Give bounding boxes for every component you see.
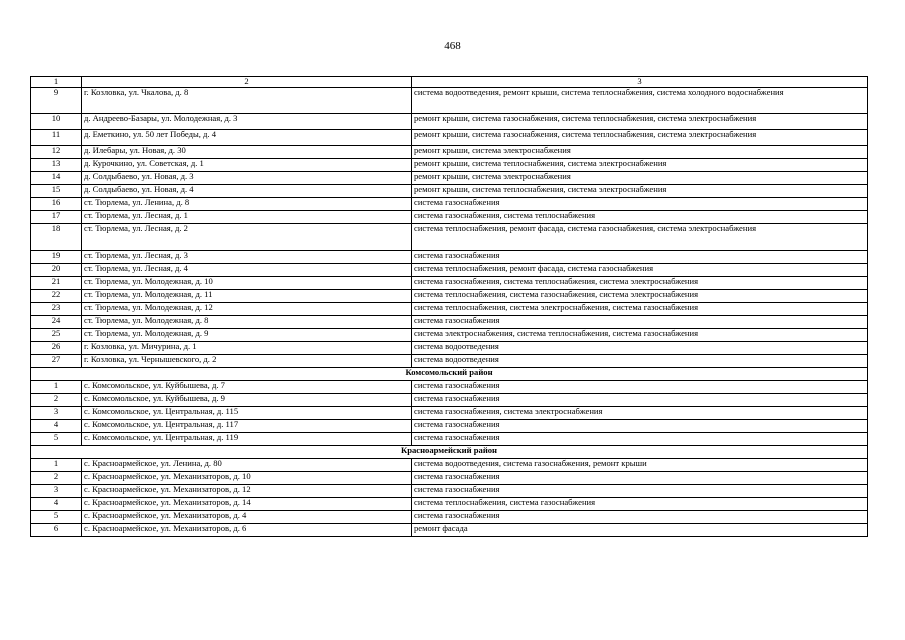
table-row (31, 114, 868, 130)
row-address: с. Комсомольское, ул. Центральная, д. 117 (82, 420, 412, 433)
row-number: 4 (31, 420, 82, 433)
table-row (31, 224, 868, 251)
row-works: система газоснабжения (412, 394, 868, 407)
row-works: ремонт крыши, система электроснабжения (412, 172, 868, 185)
row-number: 3 (31, 407, 82, 420)
row-works: система газоснабжения, система теплоснабжения (412, 211, 868, 224)
table-row (31, 342, 868, 355)
table-row (31, 277, 868, 290)
table-row (31, 433, 868, 446)
table-row (31, 130, 868, 146)
row-works: система газоснабжения (412, 420, 868, 433)
row-address: д. Солдыбаево, ул. Новая, д. 3 (82, 172, 412, 185)
row-number: 22 (31, 290, 82, 303)
table-row (31, 524, 868, 537)
row-works: система газоснабжения (412, 433, 868, 446)
table-row (31, 407, 868, 420)
row-number: 2 (31, 394, 82, 407)
row-address: ст. Тюрлема, ул. Лесная, д. 4 (82, 264, 412, 277)
table-row (31, 185, 868, 198)
table-row (31, 498, 868, 511)
table-row (31, 264, 868, 277)
row-number: 2 (31, 472, 82, 485)
row-works: система теплоснабжения, система газоснабжения (412, 498, 868, 511)
row-number: 5 (31, 433, 82, 446)
row-number: 24 (31, 316, 82, 329)
row-number: 3 (31, 485, 82, 498)
row-works: система водоотведения, ремонт крыши, система теплоснабжения, система холодного водоснабжения (412, 88, 868, 114)
row-works: система газоснабжения (412, 472, 868, 485)
row-works: система водоотведения (412, 355, 868, 368)
row-number: 14 (31, 172, 82, 185)
section-heading-row (31, 368, 868, 381)
row-number: 9 (31, 88, 82, 114)
section-title: Комсомольский район (31, 368, 868, 381)
row-works: ремонт крыши, система газоснабжения, система теплоснабжения, система электроснабжения (412, 130, 868, 146)
table-row (31, 394, 868, 407)
row-address: ст. Тюрлема, ул. Молодежная, д. 12 (82, 303, 412, 316)
table-row (31, 316, 868, 329)
table-row (31, 290, 868, 303)
row-works: система газоснабжения, система электроснабжения (412, 407, 868, 420)
row-works: система теплоснабжения, ремонт фасада, система газоснабжения (412, 264, 868, 277)
row-address: с. Красноармейское, ул. Механизаторов, д. 14 (82, 498, 412, 511)
section-title: Красноармейский район (31, 446, 868, 459)
row-address: д. Андреево-Базары, ул. Молодежная, д. 3 (82, 114, 412, 130)
row-address: г. Козловка, ул. Мичурина, д. 1 (82, 342, 412, 355)
table-row (31, 146, 868, 159)
table-row (31, 472, 868, 485)
works-table (30, 76, 868, 537)
table-row (31, 329, 868, 342)
row-address: с. Красноармейское, ул. Механизаторов, д. 12 (82, 485, 412, 498)
row-address: ст. Тюрлема, ул. Молодежная, д. 8 (82, 316, 412, 329)
row-number: 26 (31, 342, 82, 355)
row-works: система водоотведения, система газоснабжения, ремонт крыши (412, 459, 868, 472)
row-address: с. Комсомольское, ул. Центральная, д. 115 (82, 407, 412, 420)
row-address: г. Козловка, ул. Чернышевского, д. 2 (82, 355, 412, 368)
row-address: ст. Тюрлема, ул. Молодежная, д. 11 (82, 290, 412, 303)
table-row (31, 303, 868, 316)
table-row (31, 251, 868, 264)
row-number: 16 (31, 198, 82, 211)
table-row (31, 485, 868, 498)
row-number: 25 (31, 329, 82, 342)
row-works: система газоснабжения (412, 511, 868, 524)
row-number: 6 (31, 524, 82, 537)
row-address: с. Красноармейское, ул. Механизаторов, д. 6 (82, 524, 412, 537)
row-works: ремонт крыши, система электроснабжения (412, 146, 868, 159)
row-address: ст. Тюрлема, ул. Молодежная, д. 10 (82, 277, 412, 290)
header-row (31, 77, 868, 88)
table-row (31, 511, 868, 524)
row-address: ст. Тюрлема, ул. Лесная, д. 2 (82, 224, 412, 251)
works-table-body (31, 77, 868, 537)
table-row (31, 355, 868, 368)
row-works: система газоснабжения (412, 381, 868, 394)
row-works: система теплоснабжения, система электроснабжения, система газоснабжения (412, 303, 868, 316)
row-number: 27 (31, 355, 82, 368)
row-number: 5 (31, 511, 82, 524)
row-number: 10 (31, 114, 82, 130)
row-works: система газоснабжения (412, 251, 868, 264)
header-col-1: 1 (31, 77, 82, 88)
row-number: 11 (31, 130, 82, 146)
row-address: с. Красноармейское, ул. Механизаторов, д. 10 (82, 472, 412, 485)
header-col-2: 2 (82, 77, 412, 88)
row-number: 12 (31, 146, 82, 159)
row-works: система водоотведения (412, 342, 868, 355)
row-works: ремонт крыши, система теплоснабжения, система электроснабжения (412, 159, 868, 172)
page-number: 468 (444, 40, 461, 52)
row-number: 4 (31, 498, 82, 511)
row-number: 23 (31, 303, 82, 316)
table-row (31, 159, 868, 172)
row-address: д. Солдыбаево, ул. Новая, д. 4 (82, 185, 412, 198)
row-number: 15 (31, 185, 82, 198)
table-row (31, 211, 868, 224)
row-address: ст. Тюрлема, ул. Лесная, д. 1 (82, 211, 412, 224)
table-row (31, 172, 868, 185)
row-works: ремонт крыши, система газоснабжения, система теплоснабжения, система электроснабжения (412, 114, 868, 130)
row-works: система теплоснабжения, ремонт фасада, система газоснабжения, система электроснабжения (412, 224, 868, 251)
row-works: система газоснабжения (412, 198, 868, 211)
table-row (31, 459, 868, 472)
header-col-3: 3 (412, 77, 868, 88)
row-number: 20 (31, 264, 82, 277)
table-row (31, 381, 868, 394)
row-address: с. Комсомольское, ул. Куйбышева, д. 9 (82, 394, 412, 407)
table-row (31, 198, 868, 211)
row-works: система газоснабжения (412, 316, 868, 329)
row-address: с. Красноармейское, ул. Механизаторов, д. 4 (82, 511, 412, 524)
row-address: д. Илебары, ул. Новая, д. 30 (82, 146, 412, 159)
row-address: с. Комсомольское, ул. Центральная, д. 119 (82, 433, 412, 446)
row-number: 1 (31, 459, 82, 472)
row-number: 13 (31, 159, 82, 172)
row-address: д. Еметкино, ул. 50 лет Победы, д. 4 (82, 130, 412, 146)
row-address: г. Козловка, ул. Чкалова, д. 8 (82, 88, 412, 114)
row-address: ст. Тюрлема, ул. Молодежная, д. 9 (82, 329, 412, 342)
row-works: система газоснабжения (412, 485, 868, 498)
row-works: ремонт фасада (412, 524, 868, 537)
row-address: с. Красноармейское, ул. Ленина, д. 80 (82, 459, 412, 472)
section-heading-row (31, 446, 868, 459)
row-number: 19 (31, 251, 82, 264)
table-row (31, 420, 868, 433)
row-works: ремонт крыши, система теплоснабжения, система электроснабжения (412, 185, 868, 198)
row-address: ст. Тюрлема, ул. Лесная, д. 3 (82, 251, 412, 264)
row-address: д. Курочкино, ул. Советская, д. 1 (82, 159, 412, 172)
row-works: система газоснабжения, система теплоснабжения, система электроснабжения (412, 277, 868, 290)
row-works: система электроснабжения, система теплоснабжения, система газоснабжения (412, 329, 868, 342)
row-works: система теплоснабжения, система газоснабжения, система электроснабжения (412, 290, 868, 303)
row-number: 1 (31, 381, 82, 394)
row-address: ст. Тюрлема, ул. Ленина, д. 8 (82, 198, 412, 211)
row-number: 17 (31, 211, 82, 224)
row-number: 18 (31, 224, 82, 251)
row-address: с. Комсомольское, ул. Куйбышева, д. 7 (82, 381, 412, 394)
row-number: 21 (31, 277, 82, 290)
table-row (31, 88, 868, 114)
